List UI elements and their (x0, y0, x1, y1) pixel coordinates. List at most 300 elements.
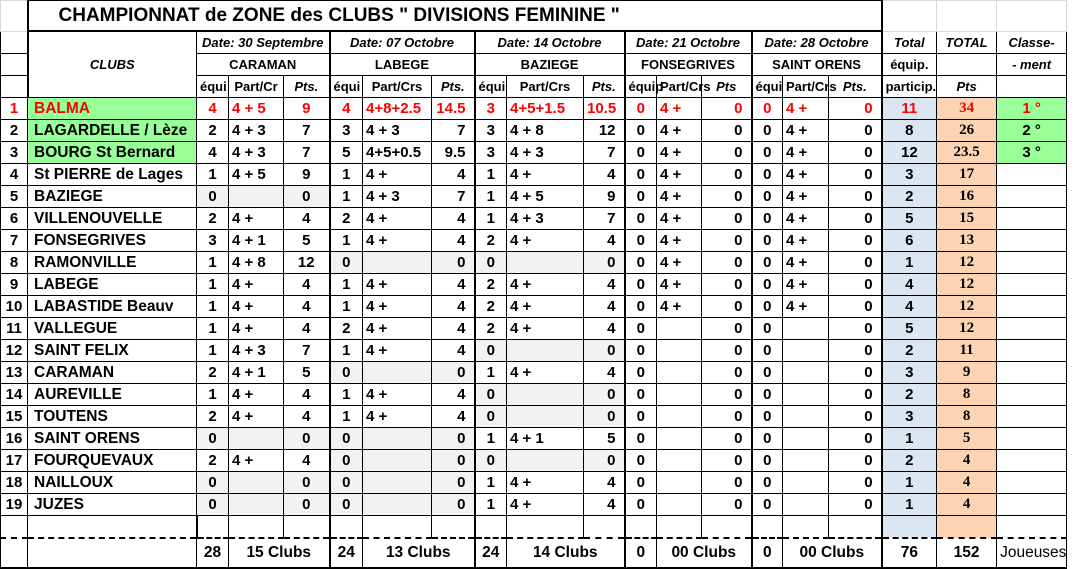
equip-count: 1 (475, 362, 507, 384)
participation: 4+8+2.5 (363, 98, 432, 120)
points: 4 (432, 296, 475, 318)
rank-cell: 2 (1, 120, 28, 142)
points: 7 (284, 340, 330, 362)
club-name: BALMA (28, 98, 197, 120)
total-points: 26 (937, 120, 997, 142)
points: 10.5 (584, 98, 625, 120)
blank-cell (507, 516, 584, 539)
points: 0 (829, 472, 882, 494)
part-col-header: Part/Crs (783, 76, 829, 98)
table-row (1, 406, 1067, 428)
points: 0 (702, 98, 752, 120)
total-equip: 4 (882, 296, 937, 318)
points: 0 (702, 252, 752, 274)
rank-cell: 4 (1, 164, 28, 186)
equip-count: 0 (752, 428, 783, 450)
points: 4 (284, 274, 330, 296)
points: 0 (702, 296, 752, 318)
total-clubs-block: 15 Clubs (229, 538, 330, 568)
points: 0 (829, 142, 882, 164)
pts-col-header: Pts. (284, 76, 330, 98)
points: 4 (432, 274, 475, 296)
points: 4 (432, 318, 475, 340)
pts-col-header: Pts (702, 76, 752, 98)
participation (783, 340, 829, 362)
participation: 4 + (507, 318, 584, 340)
points: 4 (284, 208, 330, 230)
participation: 4 + (507, 274, 584, 296)
points: 0 (829, 120, 882, 142)
club-name: LABASTIDE Beauv (28, 296, 197, 318)
participation: 4 + (657, 186, 702, 208)
sheet-title: CHAMPIONNAT de ZONE des CLUBS " DIVISIONS FEMININE " (28, 1, 882, 32)
total-equip: 2 (882, 186, 937, 208)
table-row (1, 142, 1067, 164)
club-name: LAGARDELLE / Lèze (28, 120, 197, 142)
equip-count: 0 (625, 230, 657, 252)
points: 4 (432, 340, 475, 362)
table-row (1, 472, 1067, 494)
total-points: 11 (937, 340, 997, 362)
blank-cell (937, 1, 997, 32)
equip-count: 0 (752, 494, 783, 516)
participation (783, 406, 829, 428)
participation: 4 + (657, 98, 702, 120)
total-equip: 2 (882, 340, 937, 362)
equip-count: 0 (752, 230, 783, 252)
total-points: 34 (937, 98, 997, 120)
table-row (1, 208, 1067, 230)
points: 7 (284, 142, 330, 164)
points: 4 (284, 384, 330, 406)
equip-count: 1 (197, 252, 229, 274)
participation: 4 + (229, 450, 284, 472)
participation (783, 428, 829, 450)
participation (507, 340, 584, 362)
total-points: 16 (937, 186, 997, 208)
participation: 4 + (363, 164, 432, 186)
participation: 4 + (507, 494, 584, 516)
equip-count: 1 (330, 384, 363, 406)
equip-count: 0 (330, 252, 363, 274)
points: 0 (702, 340, 752, 362)
rank-cell: 9 (1, 274, 28, 296)
equip-count: 0 (475, 252, 507, 274)
part-col-header: Part/Crs (363, 76, 432, 98)
points: 0 (829, 318, 882, 340)
participation: 4 + (783, 164, 829, 186)
points: 9.5 (432, 142, 475, 164)
points: 0 (829, 230, 882, 252)
participation: 4 + (363, 318, 432, 340)
points: 0 (829, 208, 882, 230)
equip-count: 0 (330, 362, 363, 384)
points: 0 (702, 494, 752, 516)
equip-count: 0 (475, 384, 507, 406)
participation: 4 + 3 (507, 142, 584, 164)
participation: 4 + 3 (229, 120, 284, 142)
points: 0 (702, 274, 752, 296)
participation: 4 + (363, 230, 432, 252)
blank-cell (1, 31, 28, 54)
total-equip: 4 (882, 274, 937, 296)
participation (507, 384, 584, 406)
table-row (1, 340, 1067, 362)
equip-count: 2 (475, 296, 507, 318)
participation: 4 + (363, 340, 432, 362)
total-equip: 11 (882, 98, 937, 120)
equip-count: 1 (475, 472, 507, 494)
total-equip: 3 (882, 164, 937, 186)
participation (783, 362, 829, 384)
equip-count: 0 (752, 318, 783, 340)
participation (657, 472, 702, 494)
venue-header: SAINT ORENS (752, 54, 882, 76)
total-points: 8 (937, 384, 997, 406)
part-col-header: Part/Cr (229, 76, 284, 98)
equip-count: 0 (625, 164, 657, 186)
participation: 4 + 1 (229, 230, 284, 252)
participation: 4 + (363, 384, 432, 406)
equip-count: 4 (197, 98, 229, 120)
table-row (1, 274, 1067, 296)
total-equip: 2 (882, 384, 937, 406)
classement (997, 274, 1067, 296)
equip-count: 1 (330, 186, 363, 208)
total-equip: 1 (882, 428, 937, 450)
equip-count: 1 (197, 384, 229, 406)
points: 0 (432, 494, 475, 516)
club-name: LABEGE (28, 274, 197, 296)
grand-total-equip: 76 (882, 538, 937, 568)
participation: 4 + 3 (229, 142, 284, 164)
equip-count: 0 (625, 450, 657, 472)
equip-count: 0 (752, 142, 783, 164)
points: 0 (702, 406, 752, 428)
blank-cell (28, 516, 197, 539)
equip-count: 0 (752, 384, 783, 406)
points: 4 (284, 406, 330, 428)
classement (997, 384, 1067, 406)
club-name: VALLEGUE (28, 318, 197, 340)
points: 0 (702, 186, 752, 208)
points: 0 (432, 450, 475, 472)
total-points: 5 (937, 428, 997, 450)
venue-header: LABEGE (330, 54, 475, 76)
blank-cell (584, 516, 625, 539)
blank-cell (937, 54, 997, 76)
points: 9 (284, 164, 330, 186)
total-points: 12 (937, 274, 997, 296)
total-points: 4 (937, 450, 997, 472)
participation: 4 + (657, 164, 702, 186)
equip-count: 0 (752, 274, 783, 296)
classement (997, 318, 1067, 340)
equip-count: 1 (330, 340, 363, 362)
equip-count: 1 (475, 208, 507, 230)
classement (997, 230, 1067, 252)
blank-cell (197, 516, 229, 539)
equip-col-header: équi (752, 76, 783, 98)
participation: 4 + (363, 406, 432, 428)
clubs-header: CLUBS (28, 31, 197, 98)
classement (997, 186, 1067, 208)
club-name: JUZES (28, 494, 197, 516)
equip-count: 2 (197, 120, 229, 142)
rank-cell: 3 (1, 142, 28, 164)
equip-count: 3 (197, 230, 229, 252)
participation: 4 + (657, 142, 702, 164)
classement: 2 ° (997, 120, 1067, 142)
points: 0 (702, 120, 752, 142)
equip-count: 0 (625, 208, 657, 230)
table-row (1, 428, 1067, 450)
club-name: RAMONVILLE (28, 252, 197, 274)
participation: 4 + 1 (507, 428, 584, 450)
participation (229, 186, 284, 208)
participation: 4 + 3 (363, 186, 432, 208)
participation: 4 + (507, 230, 584, 252)
points: 0 (432, 428, 475, 450)
total-points: 12 (937, 296, 997, 318)
participation (657, 318, 702, 340)
participation (229, 472, 284, 494)
table-row (1, 362, 1067, 384)
participation: 4 + (229, 318, 284, 340)
total-equip: 3 (882, 362, 937, 384)
equip-count: 0 (752, 340, 783, 362)
equip-count: 0 (625, 384, 657, 406)
total-equip: 5 (882, 318, 937, 340)
total-equip-header: particip. (882, 76, 937, 98)
table-row (1, 186, 1067, 208)
points: 4 (584, 164, 625, 186)
equip-count: 1 (330, 296, 363, 318)
equip-count: 2 (197, 362, 229, 384)
participation: 4 + 1 (229, 362, 284, 384)
equip-count: 0 (752, 164, 783, 186)
part-col-header: Part/Crs (507, 76, 584, 98)
equip-count: 4 (330, 98, 363, 120)
points: 0 (584, 252, 625, 274)
participation (507, 252, 584, 274)
participation: 4 + (229, 384, 284, 406)
participation: 4 + (783, 230, 829, 252)
club-name: SAINT ORENS (28, 428, 197, 450)
total-points: 4 (937, 472, 997, 494)
equip-count: 3 (475, 120, 507, 142)
participation: 4 + 5 (507, 186, 584, 208)
points: 9 (284, 98, 330, 120)
participation: 4 + (783, 120, 829, 142)
participation (783, 384, 829, 406)
total-points: 4 (937, 494, 997, 516)
total-points: 15 (937, 208, 997, 230)
equip-count: 1 (197, 340, 229, 362)
points: 0 (702, 472, 752, 494)
club-name: BOURG St Bernard (28, 142, 197, 164)
points: 0 (829, 98, 882, 120)
participation: 4 + 8 (507, 120, 584, 142)
equip-count: 0 (625, 428, 657, 450)
part-col-header: Part/Crs (657, 76, 702, 98)
points: 4 (584, 230, 625, 252)
grand-total-points: 152 (937, 538, 997, 568)
points: 4 (432, 164, 475, 186)
points: 4 (284, 318, 330, 340)
rank-cell: 16 (1, 428, 28, 450)
club-name: AUREVILLE (28, 384, 197, 406)
participation: 4 + (783, 274, 829, 296)
points: 0 (702, 428, 752, 450)
equip-count: 0 (625, 472, 657, 494)
participation: 4 + (507, 296, 584, 318)
date-header: Date: 28 Octobre (752, 31, 882, 54)
equip-count: 0 (197, 186, 229, 208)
total-pts-header: Pts (937, 76, 997, 98)
participation (657, 340, 702, 362)
classement (997, 340, 1067, 362)
total-clubs-block: 13 Clubs (363, 538, 475, 568)
participation (229, 428, 284, 450)
points: 0 (829, 450, 882, 472)
equip-count: 5 (330, 142, 363, 164)
club-name: FONSEGRIVES (28, 230, 197, 252)
equip-count: 0 (625, 274, 657, 296)
points: 0 (702, 142, 752, 164)
blank-cell (829, 516, 882, 539)
points: 5 (284, 230, 330, 252)
blank-cell (363, 516, 432, 539)
points: 0 (829, 252, 882, 274)
points: 0 (829, 362, 882, 384)
participation (783, 472, 829, 494)
equip-count: 2 (197, 208, 229, 230)
total-equip: 3 (882, 406, 937, 428)
participation: 4+5+0.5 (363, 142, 432, 164)
equip-count: 2 (330, 208, 363, 230)
equip-count: 0 (625, 120, 657, 142)
classement (997, 428, 1067, 450)
participation (783, 318, 829, 340)
points: 7 (432, 186, 475, 208)
equip-count: 0 (752, 450, 783, 472)
total-equip: 1 (882, 494, 937, 516)
equip-count: 0 (475, 406, 507, 428)
total-clubs-block: 00 Clubs (783, 538, 882, 568)
blank-cell (1, 516, 28, 539)
participation (657, 406, 702, 428)
equip-count: 0 (752, 296, 783, 318)
equip-count: 0 (752, 186, 783, 208)
equip-count: 2 (197, 406, 229, 428)
equip-count: 0 (625, 142, 657, 164)
participation (363, 450, 432, 472)
participation (657, 428, 702, 450)
rank-cell: 18 (1, 472, 28, 494)
participation: 4 + (507, 164, 584, 186)
points: 4 (284, 450, 330, 472)
classement-header: - ment (997, 54, 1067, 76)
table-row (1, 164, 1067, 186)
participation (783, 494, 829, 516)
total-equip-block: 24 (330, 538, 363, 568)
total-equip: 6 (882, 230, 937, 252)
venue-header: CARAMAN (197, 54, 330, 76)
rank-cell: 13 (1, 362, 28, 384)
points: 12 (584, 120, 625, 142)
participation (507, 406, 584, 428)
equip-count: 0 (752, 252, 783, 274)
points: 9 (584, 186, 625, 208)
points: 0 (284, 186, 330, 208)
rank-cell: 6 (1, 208, 28, 230)
equip-count: 4 (197, 142, 229, 164)
participation: 4 + (363, 274, 432, 296)
participation (657, 450, 702, 472)
rank-cell: 5 (1, 186, 28, 208)
pts-col-header: Pts. (584, 76, 625, 98)
club-name: SAINT FELIX (28, 340, 197, 362)
club-name: NAILLOUX (28, 472, 197, 494)
joueuses-label: Joueuses (997, 538, 1067, 568)
blank-cell (997, 76, 1067, 98)
participation: 4 + (783, 296, 829, 318)
total-equip-header: Total (882, 31, 937, 54)
rank-cell: 15 (1, 406, 28, 428)
participation: 4 + (657, 296, 702, 318)
participation (363, 362, 432, 384)
participation: 4 + (657, 230, 702, 252)
participation: 4 + (783, 252, 829, 274)
date-header: Date: 30 Septembre (197, 31, 330, 54)
equip-count: 1 (330, 406, 363, 428)
total-points: 8 (937, 406, 997, 428)
equip-count: 1 (330, 164, 363, 186)
classement (997, 472, 1067, 494)
table-row (1, 384, 1067, 406)
rank-cell: 7 (1, 230, 28, 252)
blank-cell (657, 516, 702, 539)
points: 7 (432, 120, 475, 142)
equip-count: 0 (330, 472, 363, 494)
points: 0 (584, 406, 625, 428)
equip-count: 1 (197, 164, 229, 186)
participation: 4 + 5 (229, 98, 284, 120)
rank-cell: 10 (1, 296, 28, 318)
points: 14.5 (432, 98, 475, 120)
points: 0 (432, 362, 475, 384)
classement (997, 252, 1067, 274)
venue-header: BAZIEGE (475, 54, 625, 76)
participation: 4 + (783, 98, 829, 120)
total-equip-block: 24 (475, 538, 507, 568)
points: 0 (584, 450, 625, 472)
participation: 4 + (783, 208, 829, 230)
participation: 4 + (229, 296, 284, 318)
total-equip-header: équip. (882, 54, 937, 76)
club-name: CARAMAN (28, 362, 197, 384)
points: 0 (829, 428, 882, 450)
blank-cell (882, 516, 937, 539)
participation: 4 + (229, 274, 284, 296)
total-equip-block: 0 (625, 538, 657, 568)
participation: 4 + 3 (363, 120, 432, 142)
equip-count: 3 (475, 142, 507, 164)
table-row (1, 318, 1067, 340)
date-header: Date: 14 Octobre (475, 31, 625, 54)
total-points: 12 (937, 252, 997, 274)
